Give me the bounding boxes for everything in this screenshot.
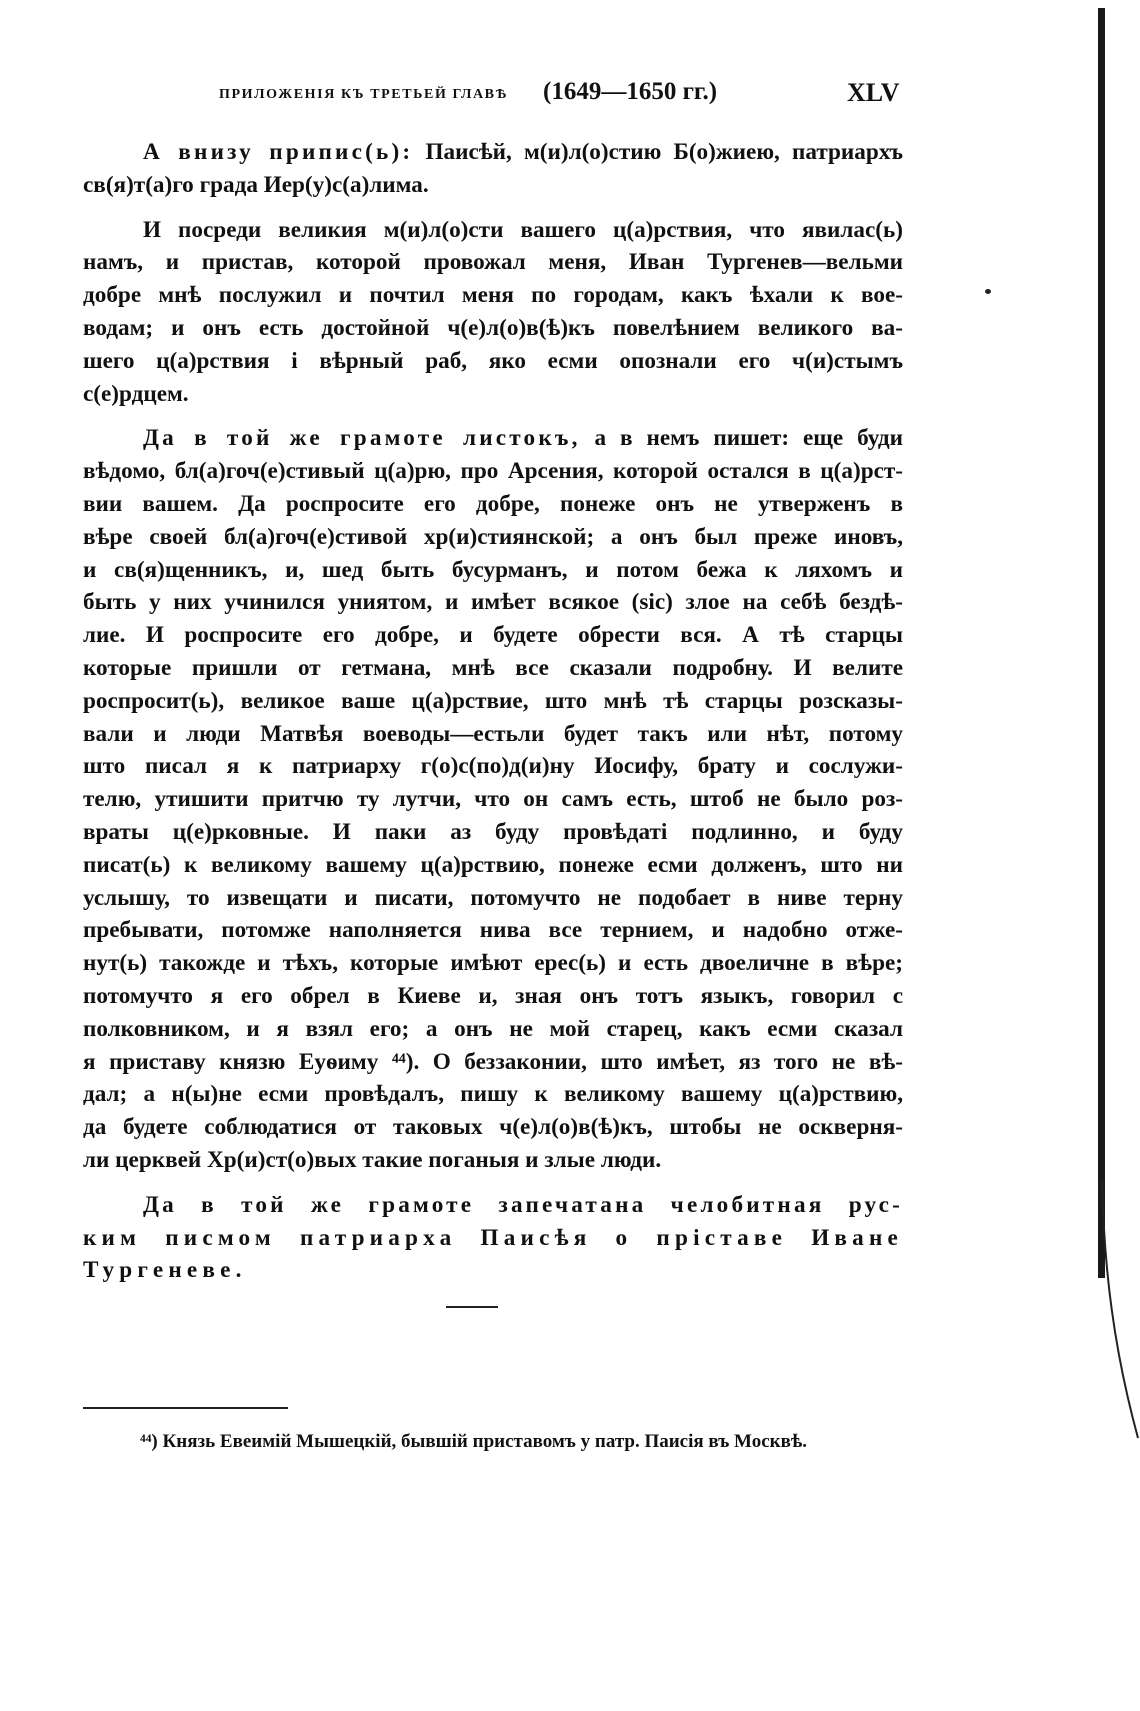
spaced-heading: Да в той же грамоте листокъ,	[143, 425, 581, 452]
text-line: роспросит(ь), великое ваше ц(а)рствие, што мнѣ тѣ старцы розсказы-	[83, 687, 903, 714]
text-line: Тургеневе.	[83, 1257, 247, 1284]
text-line: нут(ь) такожде и тѣхъ, которые имѣют ерес(ь) и есть двоеличне в вѣре;	[83, 950, 903, 977]
text-line: и св(я)щенникъ, и, шед быть бусурманъ, и потом бежа к ляхомъ и	[83, 556, 903, 583]
scan-page-curl	[1100, 1180, 1140, 1440]
text-line: водам; и онъ есть достойной ч(е)л(о)в(ѣ)къ повелѣнием великого ва-	[83, 314, 903, 341]
text-line: добре мнѣ послужил и почтил меня по городам, какъ ѣхали к вое-	[83, 282, 903, 309]
text-line: што писал я к патриарху г(о)с(по)д(и)ну Иосифу, брату и сослужи-	[83, 753, 903, 780]
text-line: ли церквей Хр(и)ст(о)вых такие поганыя и злые люди.	[83, 1146, 662, 1173]
text-line: потомучто я его обрел в Киеве и, зная онъ тотъ языкъ, говорил с	[83, 982, 903, 1009]
text-line: Да в той же грамоте запечатана челобитная рус-	[143, 1191, 903, 1218]
text-line: св(я)т(а)го града Иер(у)с(а)лима.	[83, 171, 429, 198]
text-line	[83, 422, 903, 455]
text-line: быть у них учинился униятом, и имѣет всякое (sic) злое на себѣ бездѣ-	[83, 589, 903, 616]
footnote-divider	[83, 1407, 288, 1409]
text-line: вии вашем. Да роспросите его добре, понеже онъ не утверженъ в	[83, 490, 903, 517]
text-line: вали и люди Матвѣя воеводы—естьли будет такъ или нѣт, потому	[83, 720, 903, 747]
running-header	[215, 76, 915, 112]
text-line: дал; а н(ы)не есми провѣдалъ, пишу к великому вашему ц(а)рствию,	[83, 1081, 903, 1108]
text-line: телю, утишити притчю ту лутчи, что он самъ есть, штоб не было роз-	[83, 786, 903, 813]
text-line: услышу, то извещати и писати, потомучто не подобает в ниве терну	[83, 884, 903, 911]
body-text	[83, 136, 903, 1287]
footnote-marker: ⁴⁴)	[140, 1431, 158, 1452]
paragraph	[83, 422, 903, 1176]
text-line: намъ, и пристав, которой провожал меня, Иван Тургенев—вельми	[83, 249, 903, 276]
text-line: полковником, и я взял его; а онъ не мой старец, какъ есми сказал	[83, 1015, 903, 1042]
text-line: лие. И роспросите его добре, и будете обрести вся. А тѣ старцы	[83, 622, 903, 649]
line-text: а в немъ пишет: еще буди	[580, 425, 903, 452]
spaced-heading: А внизу припис(ь):	[143, 139, 414, 165]
line-text: Паисѣй, м(и)л(о)стию Б(о)жиею, патриархъ	[413, 139, 903, 165]
text-line: да будете соблюдатися от таковых ч(е)л(о)в(ѣ)къ, штобы не оскверня-	[83, 1114, 903, 1141]
footnote-text: Князь Евеимій Мышецкій, бывшій приставомъ у патр. Паисія въ Москвѣ.	[162, 1431, 808, 1452]
text-line	[83, 136, 903, 169]
section-divider	[446, 1306, 498, 1308]
text-line: вѣдомо, бл(а)гоч(е)стивый ц(а)рю, про Арсения, которой остался в ц(а)рст-	[83, 458, 903, 485]
footnote	[140, 1431, 807, 1453]
page-number: XLV	[847, 78, 900, 107]
paragraph-spaced	[83, 1189, 903, 1287]
header-title: ПРИЛОЖЕНІЯ КЪ ТРЕТЬЕЙ ГЛАВѢ	[219, 87, 508, 102]
paragraph	[83, 214, 903, 411]
text-line: с(е)рдцем.	[83, 380, 189, 407]
scan-page-edge	[1098, 8, 1105, 1278]
text-line: писат(ь) к великому вашему ц(а)рствию, понеже есми долженъ, што ни	[83, 851, 903, 878]
paragraph	[83, 136, 903, 202]
text-line: вѣре своей бл(а)гоч(е)стивой хр(и)стиянской; а онъ был преже иновъ,	[83, 523, 903, 550]
text-line: я приставу князю Еуѳиму ⁴⁴). О беззаконии, што имѣет, яз того не вѣ-	[83, 1048, 903, 1075]
text-line: враты ц(е)рковные. И паки аз буду провѣдаті подлинно, и буду	[83, 818, 903, 845]
text-line: И посреди великия м(и)л(о)сти вашего ц(а)рствия, что явилас(ь)	[143, 216, 903, 243]
text-line: пребывати, потомже наполняется нива все тернием, и надобно отже-	[83, 917, 903, 944]
header-years: (1649—1650 гг.)	[543, 78, 718, 105]
text-line: ким писмом патриарха Паисѣя о пріставе Иване	[83, 1224, 903, 1251]
text-line: шего ц(а)рствия і вѣрный раб, яко есми опознали его ч(и)стымъ	[83, 347, 903, 374]
ink-speck	[985, 289, 991, 294]
text-line: которые пришли от гетмана, мнѣ все сказали подробну. И велите	[83, 654, 903, 681]
